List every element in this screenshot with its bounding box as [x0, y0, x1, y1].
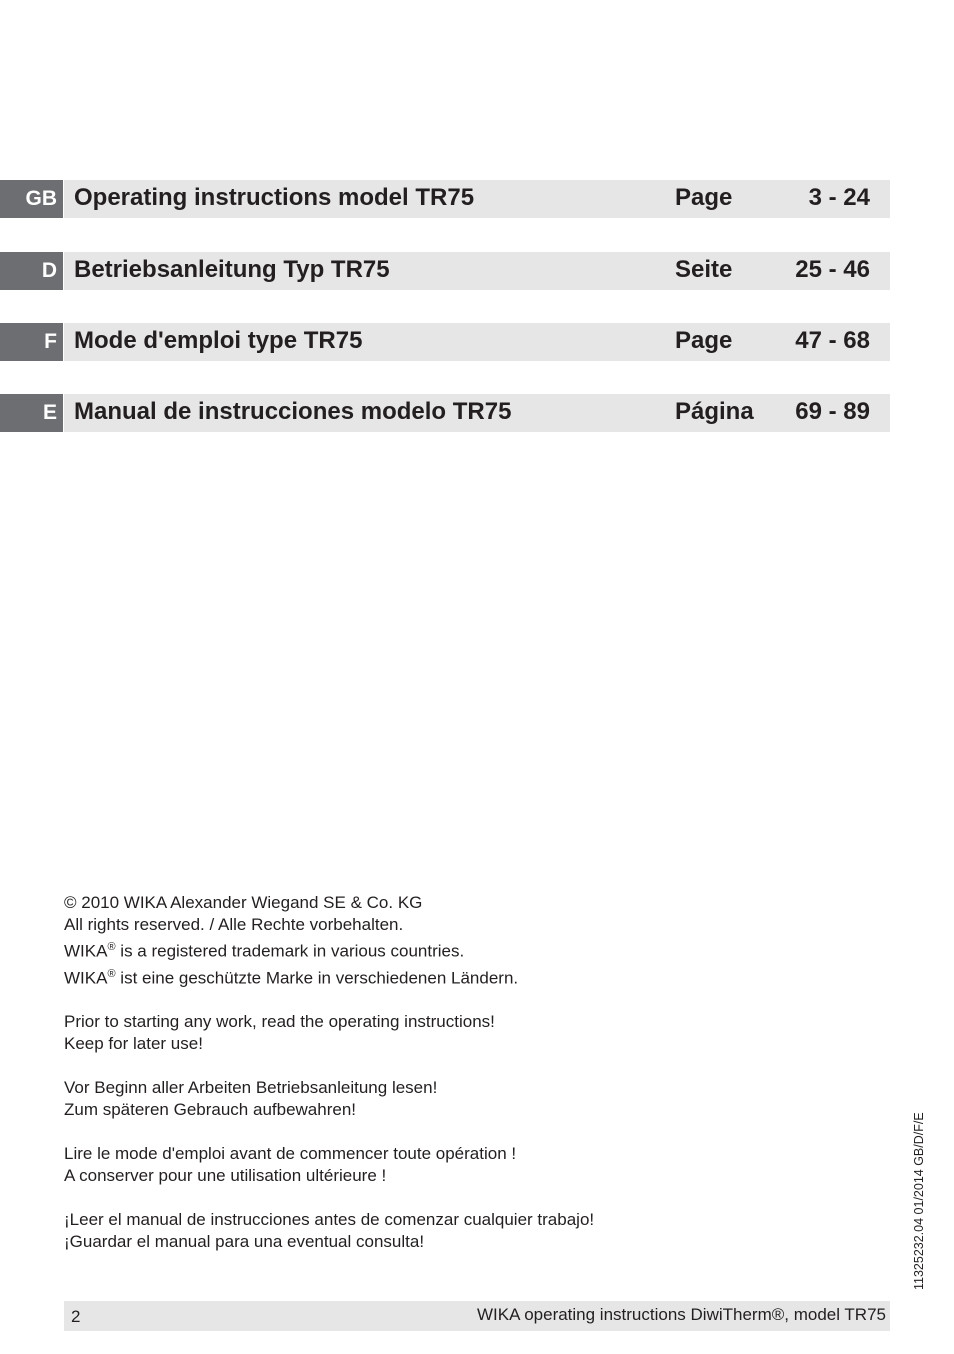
toc-page-label: Page: [675, 184, 733, 211]
notice-line: ¡Guardar el manual para una eventual consulta!: [64, 1232, 425, 1252]
legal-notes: [64, 892, 764, 1275]
toc-title: Operating instructions model TR75: [74, 184, 475, 211]
rights-line: All rights reserved. / Alle Rechte vorbehalten.: [64, 915, 404, 934]
toc-page-range: 69 - 89: [795, 398, 870, 425]
notice-line: Prior to starting any work, read the operating instructions!: [64, 1012, 495, 1032]
trademark-line-de: [64, 963, 764, 990]
toc-title: Betriebsanleitung Typ TR75: [74, 256, 390, 283]
brand-name: WIKA: [64, 968, 108, 988]
notice-line: Keep for later use!: [64, 1034, 203, 1054]
toc-row-gb[interactable]: [0, 180, 890, 218]
page-footer: [64, 1301, 890, 1331]
trademark-text: is a registered trademark in various countries.: [115, 941, 465, 961]
trademark-text: ist eine geschützte Marke in verschiedenen Ländern.: [115, 968, 519, 988]
toc-page-label: Page: [675, 327, 733, 354]
notice-line: ¡Leer el manual de instrucciones antes de comenzar cualquier trabajo!: [64, 1210, 595, 1230]
trademark-line-en: [64, 936, 764, 963]
toc-row-e[interactable]: [0, 394, 890, 432]
copyright-block: [64, 892, 764, 989]
language-code-badge: F: [0, 323, 63, 361]
language-code-badge: GB: [0, 180, 63, 218]
notice-de: [64, 1077, 764, 1121]
notice-fr: [64, 1143, 764, 1187]
registered-mark: ®: [107, 941, 116, 953]
notice-line: Zum späteren Gebrauch aufbewahren!: [64, 1100, 357, 1120]
notice-line: A conserver pour une utilisation ultérieure !: [64, 1166, 387, 1186]
notice-line: Lire le mode d'emploi avant de commencer toute opération !: [64, 1144, 517, 1164]
toc-page-label: Página: [675, 398, 754, 425]
document-code: 11325232.04 01/2014 GB/D/F/E: [912, 1112, 926, 1290]
toc-title: Manual de instrucciones modelo TR75: [74, 398, 512, 425]
toc-page-label: Seite: [675, 256, 733, 283]
footer-title: WIKA operating instructions DiwiTherm®, model TR75: [476, 1305, 886, 1324]
notice-es: [64, 1209, 764, 1253]
toc-page-range: 25 - 46: [795, 256, 870, 283]
toc-row-f[interactable]: [0, 323, 890, 361]
toc-title: Mode d'emploi type TR75: [74, 327, 363, 354]
copyright-line: © 2010 WIKA Alexander Wiegand SE & Co. KG: [64, 893, 423, 912]
page-number: 2: [71, 1307, 81, 1326]
brand-name: WIKA: [64, 941, 108, 961]
toc-row-d[interactable]: [0, 252, 890, 290]
notice-line: Vor Beginn aller Arbeiten Betriebsanleitung lesen!: [64, 1078, 438, 1098]
language-code-badge: E: [0, 394, 63, 432]
toc-page-range: 47 - 68: [795, 327, 870, 354]
notice-en: [64, 1011, 764, 1055]
language-code-badge: D: [0, 252, 63, 290]
registered-mark: ®: [107, 967, 116, 980]
toc-page-range: 3 - 24: [808, 184, 870, 211]
